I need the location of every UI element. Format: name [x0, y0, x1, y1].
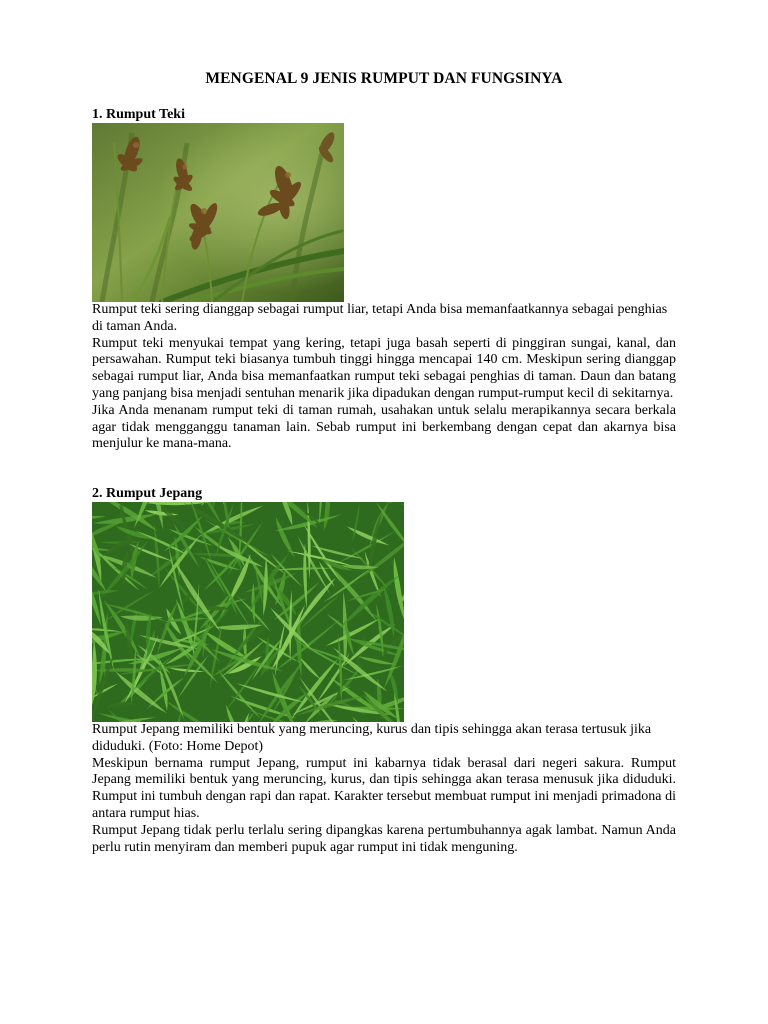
body-paragraph: Meskipun bernama rumput Jepang, rumput ini kabarnya tidak berasal dari negeri sakura. Rumput Jepang memiliki bentuk yang meruncing, kurus, dan tipis sehingga akan terasa menusuk jika diduduki. Rumput ini tumbuh dengan rapi dan rapat. Karakter tersebut membuat rumput ini menjadi primadona di antara rumput hias. — [92, 755, 676, 821]
body-paragraph: Rumput Jepang tidak perlu terlalu sering dipangkas karena pertumbuhannya agak lambat. Namun Anda perlu rutin menyiram dan memberi pupuk agar rumput ini tidak menguning. — [92, 822, 676, 855]
japanese-grass-photo — [92, 502, 404, 722]
image-caption: Rumput teki sering dianggap sebagai rumput liar, tetapi Anda bisa memanfaatkannya sebagai penghias di taman Anda. — [92, 302, 668, 334]
section-heading: 1. Rumput Teki — [92, 107, 185, 122]
body-paragraph: Jika Anda menanam rumput teki di taman rumah, usahakan untuk selalu merapikannya secara berkala agar tidak mengganggu tanaman lain. Sebab rumput ini berkembang dengan cepat dan akarnya bisa menjulur ke mana-mana. — [92, 402, 676, 452]
image-caption: Rumput Jepang memiliki bentuk yang meruncing, kurus dan tipis sehingga akan terasa tertusuk jika diduduki. (Foto: Home Depot) — [92, 722, 652, 754]
section-heading: 2. Rumput Jepang — [92, 486, 203, 501]
section-rumput-teki — [92, 106, 676, 453]
document-title: MENGENAL 9 JENIS RUMPUT DAN FUNGSINYA — [205, 70, 563, 87]
section-rumput-jepang — [92, 485, 676, 856]
body-paragraph: Rumput teki menyukai tempat yang kering, tetapi juga basah seperti di pinggiran sungai, kanal, dan persawahan. Rumput teki biasanya tumbuh tinggi hingga mencapai 140 cm. Meskipun sering dianggap sebagai rumput liar, Anda bisa memanfaatkan rumput teki sebagai penghias di taman. Daun dan batang yang panjang bisa menjadi sentuhan menarik jika dipadukan dengan rumput-rumput kecil di sekitarnya. — [92, 335, 676, 401]
sedge-grass-photo — [92, 123, 344, 302]
